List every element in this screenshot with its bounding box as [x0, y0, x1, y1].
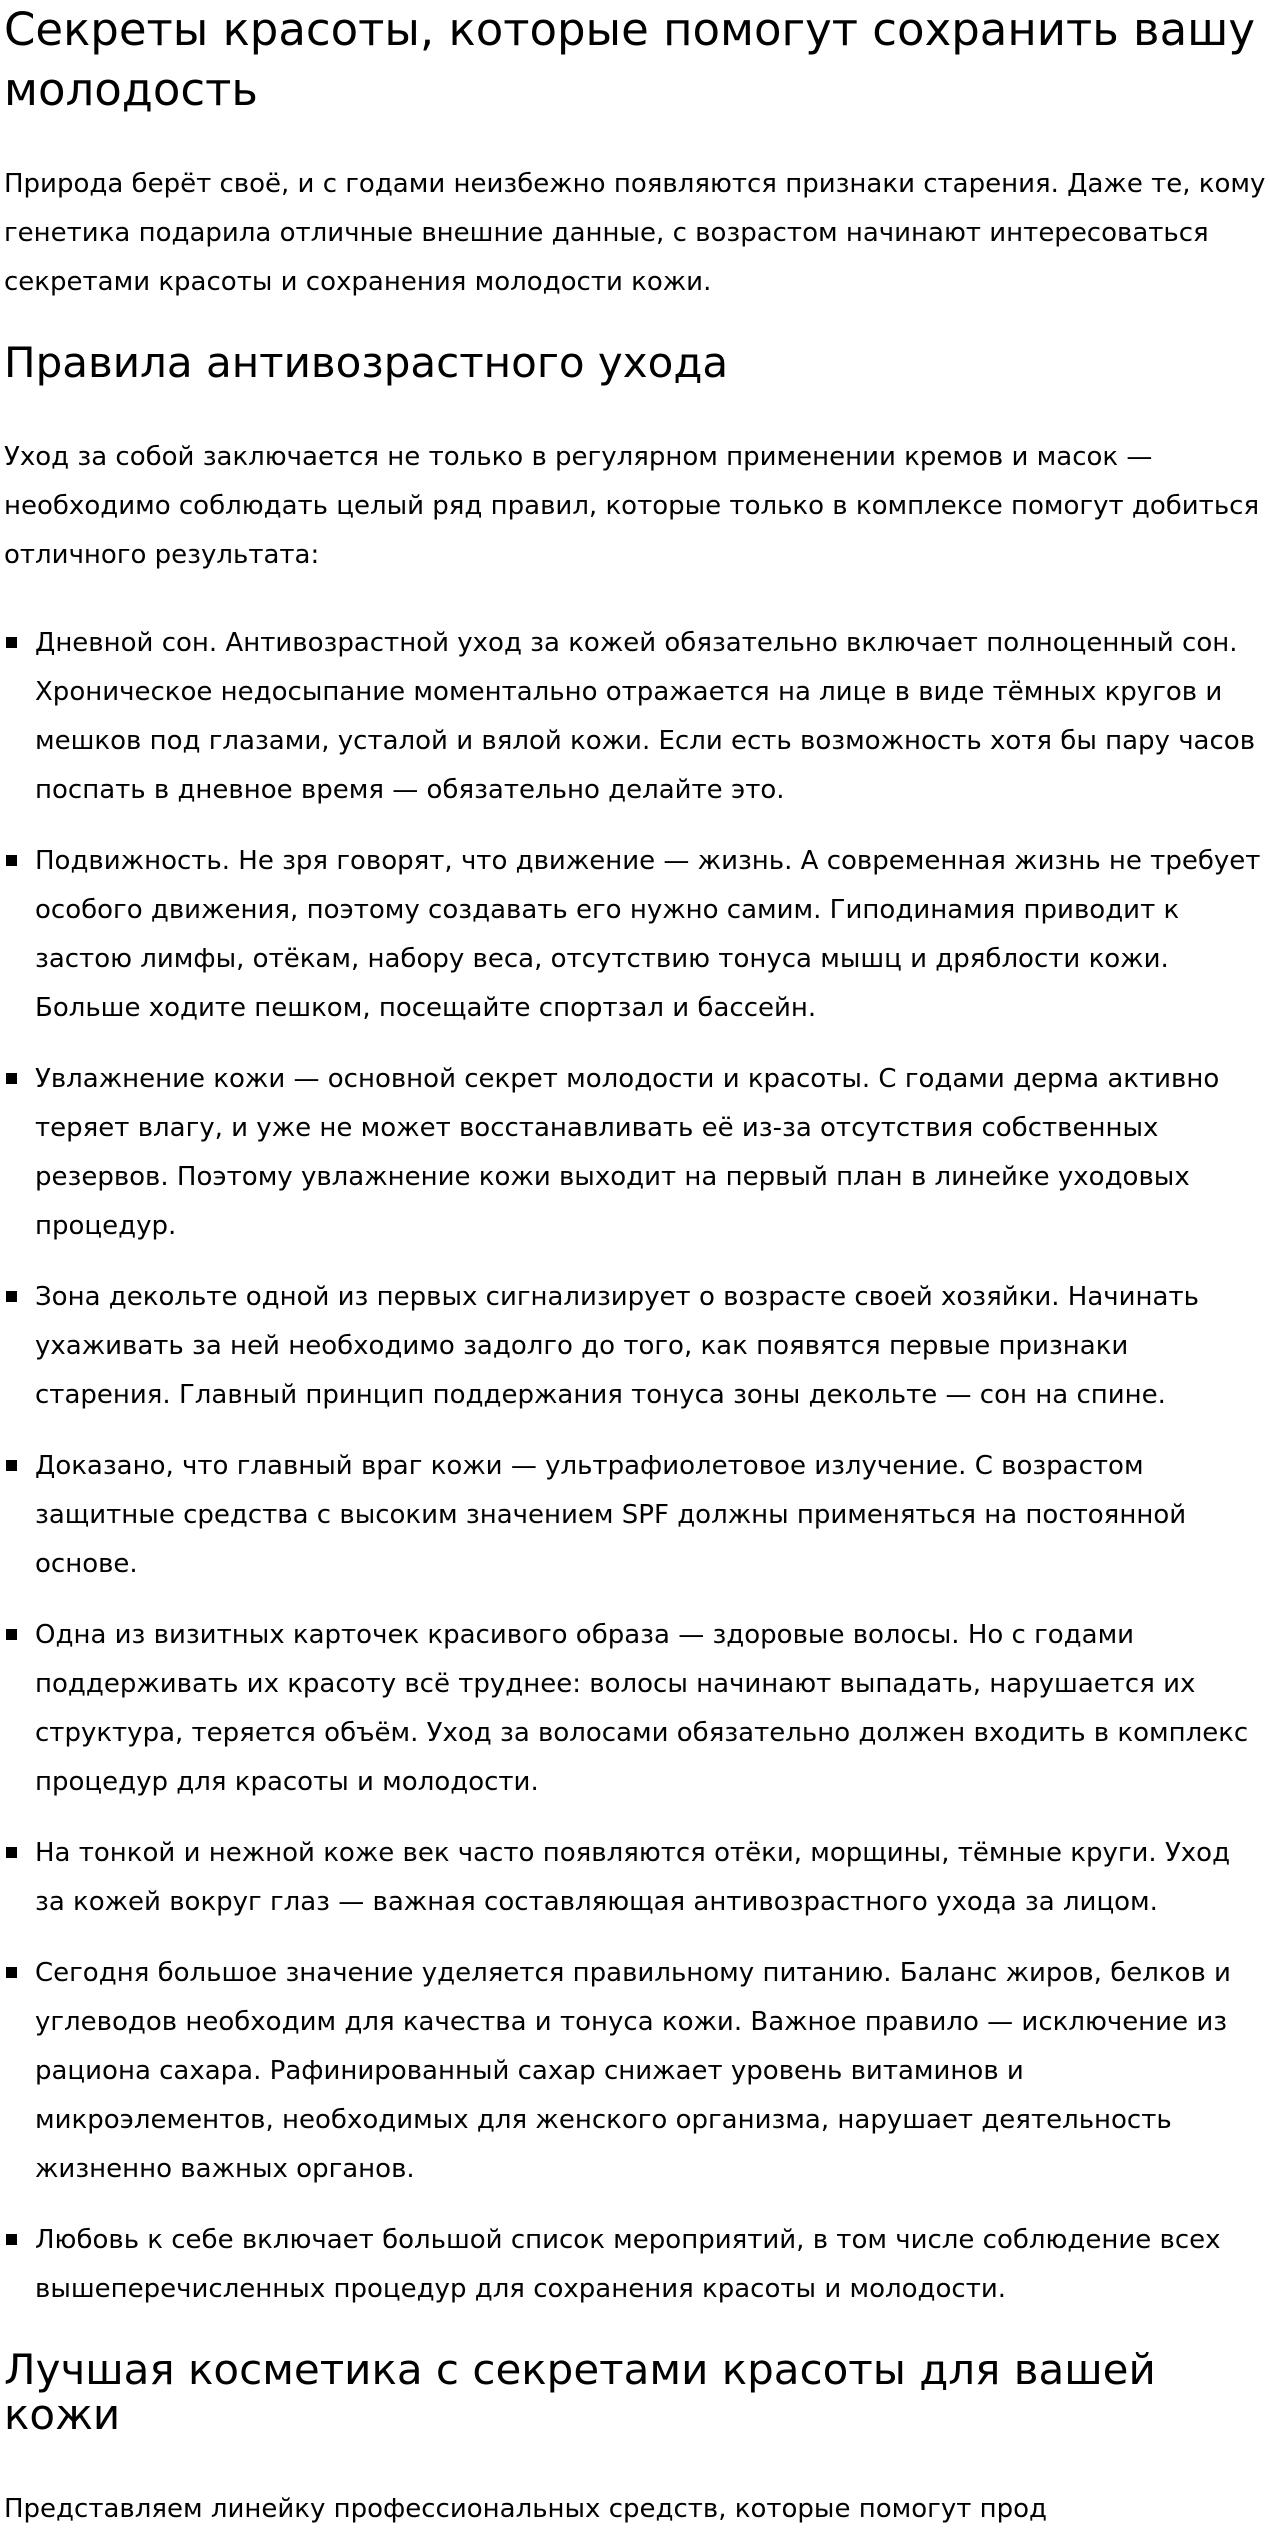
section-heading-rules: Правила антивозрастного ухода — [4, 338, 729, 387]
list-item-text: Дневной сон. Антивозрастной уход за кожей обязательно включает полноценный сон. Хроническое недосыпание моментально отражается на лице в виде тёмных кругов и мешков под глазами, усталой и вялой кожи. Если есть возможность хотя бы пару часов поспать в дневное время — обязательно делайте это. — [35, 628, 1256, 805]
cosmetics-lead-paragraph: Представляем линейку профессиональных средств, которые помогут прод — [4, 2494, 1047, 2524]
list-item — [4, 2216, 1266, 2314]
list-item-text: Сегодня большое значение уделяется правильному питанию. Баланс жиров, белков и углеводов необходим для качества и тонуса кожи. Важное правило — исключение из рациона сахара. Рафинированный сахар снижает уровень витаминов и микроэлементов, необходимых для женского организма, нарушает деятельность жизненно важных органов. — [35, 1958, 1231, 2184]
square-bullet-icon — [6, 855, 17, 866]
list-item — [4, 837, 1266, 1033]
square-bullet-icon — [6, 637, 17, 648]
section-heading-cosmetics: Лучшая косметика с секретами красоты для вашей кожи — [4, 2345, 1156, 2439]
list-item — [4, 1949, 1266, 2194]
list-item-text: Доказано, что главный враг кожи — ультрафиолетовое излучение. С возрастом защитные средства с высоким значением SPF должны применяться на постоянной основе. — [35, 1451, 1187, 1579]
list-item — [4, 1055, 1266, 1251]
square-bullet-icon — [6, 1847, 17, 1858]
list-item-text: Увлажнение кожи — основной секрет молодости и красоты. С годами дерма активно теряет влагу, и уже не может восстанавливать её из-за отсутствия собственных резервов. Поэтому увлажнение кожи выходит на первый план в линейке уходовых процедур. — [35, 1064, 1220, 1241]
list-item-text: Подвижность. Не зря говорят, что движение — жизнь. А современная жизнь не требует особого движения, поэтому создавать его нужно самим. Гиподинамия приводит к застою лимфы, отёкам, набору веса, отсутствию тонуса мышц и дряблости кожи. Больше ходите пешком, посещайте спортзал и бассейн. — [35, 846, 1261, 1023]
intro-paragraph: Природа берёт своё, и с годами неизбежно появляются признаки старения. Даже те, кому генетика подарила отличные внешние данные, с возрастом начинают интересоваться секретами красоты и сохранения молодости кожи. — [4, 169, 1266, 297]
square-bullet-icon — [6, 1291, 17, 1302]
list-item-text: На тонкой и нежной коже век часто появляются отёки, морщины, тёмные круги. Уход за кожей вокруг глаз — важная составляющая антивозрастного ухода за лицом. — [35, 1838, 1231, 1917]
square-bullet-icon — [6, 1073, 17, 1084]
list-item — [4, 1611, 1266, 1807]
list-item — [4, 619, 1266, 815]
rules-lead-paragraph: Уход за собой заключается не только в регулярном применении кремов и масок — необходимо соблюдать целый ряд правил, которые только в комплексе помогут добиться отличного результата: — [4, 442, 1260, 570]
square-bullet-icon — [6, 1967, 17, 1978]
list-item — [4, 1273, 1266, 1420]
list-item — [4, 1829, 1266, 1927]
rules-list — [4, 619, 1266, 2314]
page-title: Секреты красоты, которые помогут сохранить вашу молодость — [4, 3, 1255, 116]
list-item-text: Одна из визитных карточек красивого образа — здоровые волосы. Но с годами поддерживать их красоту всё труднее: волосы начинают выпадать, нарушается их структура, теряется объём. Уход за волосами обязательно должен входить в комплекс процедур для красоты и молодости. — [35, 1620, 1249, 1797]
list-item — [4, 1442, 1266, 1589]
square-bullet-icon — [6, 1629, 17, 1640]
square-bullet-icon — [6, 2234, 17, 2245]
list-item-text: Любовь к себе включает большой список мероприятий, в том числе соблюдение всех вышеперечисленных процедур для сохранения красоты и молодости. — [35, 2225, 1221, 2304]
square-bullet-icon — [6, 1460, 17, 1471]
list-item-text: Зона декольте одной из первых сигнализирует о возрасте своей хозяйки. Начинать ухаживать за ней необходимо задолго до того, как появятся первые признаки старения. Главный принцип поддержания тонуса зоны декольте — сон на спине. — [35, 1282, 1199, 1410]
beauty-article — [4, 0, 1266, 2534]
